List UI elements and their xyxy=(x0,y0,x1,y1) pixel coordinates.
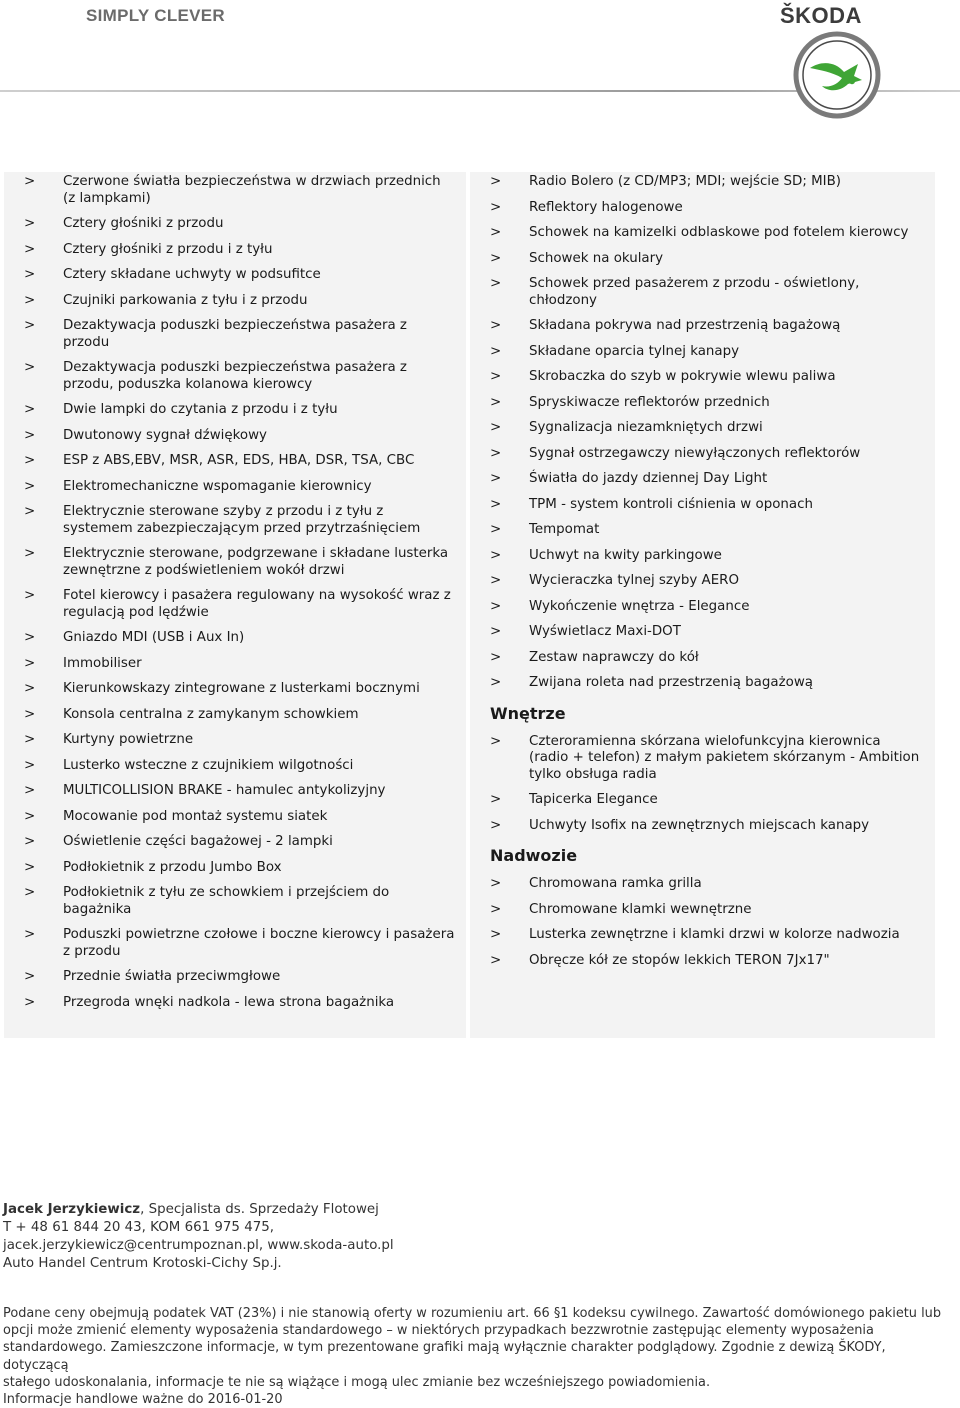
bullet-marker: > xyxy=(24,969,36,984)
list-item xyxy=(24,681,456,698)
contact-name-line xyxy=(3,1201,394,1219)
footer-line: opcji może zmienić elementy wyposażenia standardowego – w niektórych przypadkach bezzwrotnie zastępując elementy wyposażenia xyxy=(3,1323,874,1339)
list-item xyxy=(24,969,456,986)
list-item-text: Cztery głośniki z przodu xyxy=(63,216,224,231)
list-item xyxy=(24,809,456,826)
list-item xyxy=(490,624,921,641)
bullet-marker: > xyxy=(490,343,502,359)
list-item-text: Gniazdo MDI (USB i Aux In) xyxy=(63,630,245,645)
list-item xyxy=(24,216,456,233)
list-item-text: Wykończenie wnętrza - Elegance xyxy=(529,598,750,614)
list-item-text: Zestaw naprawczy do kół xyxy=(529,649,699,665)
list-item-text: Kurtyny powietrzne xyxy=(63,732,194,747)
list-item xyxy=(490,276,921,309)
footer-line: Podane ceny obejmują podatek VAT (23%) i nie stanowią oferty w rozumieniu art. 66 §1 kodeksu cywilnego. Zawartość domówionego pakietu lub xyxy=(3,1306,942,1321)
list-item xyxy=(24,453,456,470)
list-item-text: Tempomat xyxy=(529,522,600,537)
bullet-marker: > xyxy=(24,859,36,875)
section-title: Wnętrze xyxy=(490,703,566,723)
list-item xyxy=(490,344,921,361)
footer-validity: Informacje handlowe ważne do 2016-01-20 xyxy=(3,1392,283,1408)
list-item-text: Lusterka zewnętrzne i klamki drzwi w kolorze nadwozia xyxy=(529,927,900,942)
list-item-text: Przegroda wnęki nadkola - lewa strona bagażnika xyxy=(63,994,395,1010)
footer-line: stałego udoskonalania, informacje te nie są wiążące i mogą ulec zmianie bez wcześniejszego powiadomienia. xyxy=(3,1374,711,1390)
contact-name: Jacek Jerzykiewicz xyxy=(3,1202,141,1217)
list-item xyxy=(24,402,456,419)
list-item xyxy=(490,675,921,692)
list-item xyxy=(490,599,921,616)
list-item xyxy=(24,630,456,647)
list-item-text: Chromowane klamki wewnętrzne xyxy=(529,901,752,917)
list-item-text: Oświetlenie części bagażowej - 2 lampki xyxy=(63,834,333,849)
bullet-marker: > xyxy=(490,394,502,410)
bullet-marker: > xyxy=(490,733,502,749)
list-item xyxy=(490,876,921,893)
bullet-marker: > xyxy=(24,546,36,561)
list-item-text: Schowek na okulary xyxy=(529,250,664,266)
section-title: Nadwozie xyxy=(490,846,578,865)
list-item-text: Składana pokrywa nad przestrzenią bagażową xyxy=(529,318,841,333)
page-header xyxy=(0,0,960,92)
bullet-marker: > xyxy=(490,199,502,215)
list-item xyxy=(490,927,921,944)
bullet-marker: > xyxy=(490,174,502,189)
equipment-sections xyxy=(490,704,921,970)
list-item xyxy=(490,573,921,590)
list-item xyxy=(24,267,456,284)
list-item xyxy=(24,242,456,259)
list-item xyxy=(24,428,456,445)
list-item xyxy=(490,818,921,835)
list-item-text: Dezaktywacja poduszki bezpieczeństwa pasażera z przodu, poduszka kolanowa kierowcy xyxy=(63,360,407,392)
bullet-marker: > xyxy=(24,267,36,282)
list-item xyxy=(490,471,921,488)
list-item-text: Poduszki powietrzne czołowe i boczne kierowcy i pasażera z przodu xyxy=(63,927,455,959)
legal-footer xyxy=(3,1305,953,1408)
bullet-marker: > xyxy=(490,927,502,942)
list-item-text: Tapicerka Elegance xyxy=(529,792,658,807)
list-item xyxy=(490,395,921,412)
list-item xyxy=(490,420,921,437)
list-item xyxy=(490,200,921,217)
list-item xyxy=(490,174,921,191)
list-item-text: Dwie lampki do czytania z przodu i z tyłu xyxy=(63,402,338,417)
list-item-text: Skrobaczka do szyb w pokrywie wlewu paliwa xyxy=(529,369,836,384)
list-item-text: Uchwyt na kwity parkingowe xyxy=(529,547,722,563)
list-item-text: Czteroramienna skórzana wielofunkcyjna kierownica (radio + telefon) z małym pakietem skórzanym - Ambition tylko obsługa radia xyxy=(529,733,920,782)
bullet-marker: > xyxy=(490,952,502,968)
bullet-marker: > xyxy=(24,318,36,333)
footer-line: standardowego. Zamieszczone informacje, w tym prezentowane grafiki mają wyłącznie charakter podglądowy. Zgodnie z dewizą ŠKODY, dotyczącą xyxy=(3,1340,886,1373)
list-item-text: Mocowanie pod montaż systemu siatek xyxy=(63,808,328,824)
list-item xyxy=(490,318,921,335)
bullet-marker: > xyxy=(24,808,36,824)
list-item xyxy=(490,251,921,268)
bullet-marker: > xyxy=(490,675,502,690)
bullet-marker: > xyxy=(24,478,36,494)
list-item-text: TPM - system kontroli ciśnienia w oponach xyxy=(529,496,813,512)
bullet-marker: > xyxy=(490,522,502,537)
list-item-text: Uchwyty Isofix na zewnętrznych miejscach kanapy xyxy=(529,817,870,833)
list-item-text: Kierunkowskazy zintegrowane z lusterkami bocznymi xyxy=(63,681,420,696)
list-item-text: Elektrycznie sterowane szyby z przodu i z tyłu z systemem zabezpieczającym przed przytrzaśnięciem xyxy=(63,504,421,536)
list-item xyxy=(490,650,921,667)
bullet-marker: > xyxy=(24,427,36,443)
list-item xyxy=(24,732,456,749)
bullet-marker: > xyxy=(490,225,502,240)
list-item xyxy=(490,792,921,809)
section-list xyxy=(490,874,921,969)
bullet-marker: > xyxy=(24,885,36,900)
list-item xyxy=(24,318,456,351)
bullet-marker: > xyxy=(24,757,36,773)
list-item xyxy=(24,588,456,621)
list-item xyxy=(24,479,456,496)
slogan: SIMPLY CLEVER xyxy=(86,6,225,25)
list-item xyxy=(24,656,456,673)
bullet-marker: > xyxy=(490,318,502,333)
list-item xyxy=(24,860,456,877)
bullet-marker: > xyxy=(490,598,502,614)
list-item-text: Konsola centralna z zamykanym schowkiem xyxy=(63,706,359,722)
bullet-marker: > xyxy=(24,681,36,696)
list-item-text: Dwutonowy sygnał dźwiękowy xyxy=(63,427,267,443)
list-item xyxy=(24,504,456,537)
list-item-text: Schowek przed pasażerem z przodu - oświetlony, chłodzony xyxy=(529,276,860,308)
contact-email-web: jacek.jerzykiewicz@centrumpoznan.pl, www.skoda-auto.pl xyxy=(3,1238,394,1253)
section-list xyxy=(490,732,921,835)
list-item xyxy=(24,758,456,775)
list-item xyxy=(490,225,921,242)
bullet-marker: > xyxy=(24,732,36,747)
list-item-text: Reflektory halogenowe xyxy=(529,199,683,215)
bullet-marker: > xyxy=(24,216,36,231)
list-item-text: Światła do jazdy dziennej Day Light xyxy=(529,471,768,486)
list-item xyxy=(490,548,921,565)
list-item-text: Elektrycznie sterowane, podgrzewane i składane lusterka zewnętrzne z podświetleniem wokół drzwi xyxy=(63,546,449,578)
list-item-text: Zwijana roleta nad przestrzenią bagażową xyxy=(529,675,813,690)
bullet-marker: > xyxy=(24,927,36,942)
skoda-logo-icon xyxy=(792,30,882,120)
bullet-marker: > xyxy=(24,402,36,417)
equipment-list-left xyxy=(24,172,456,1011)
list-item-text: Czujniki parkowania z tyłu i z przodu xyxy=(63,292,308,308)
list-item xyxy=(24,995,456,1012)
bullet-marker: > xyxy=(24,174,36,189)
list-item-text: Przednie światła przeciwmgłowe xyxy=(63,969,281,984)
list-item xyxy=(490,953,921,970)
list-item-text: Podłokietnik z przodu Jumbo Box xyxy=(63,859,282,875)
bullet-marker: > xyxy=(490,420,502,435)
bullet-marker: > xyxy=(24,783,36,798)
list-item-text: Sygnalizacja niezamkniętych drzwi xyxy=(529,420,763,435)
bullet-marker: > xyxy=(490,792,502,807)
list-item-text: Cztery składane uchwyty w podsufitce xyxy=(63,267,321,282)
bullet-marker: > xyxy=(24,706,36,722)
list-item-text: Obręcze kół ze stopów lekkich TERON 7Jx17" xyxy=(529,952,830,968)
bullet-marker: > xyxy=(24,292,36,308)
list-item xyxy=(24,546,456,579)
list-item xyxy=(490,522,921,539)
bullet-marker: > xyxy=(490,649,502,665)
list-item-text: Czerwone światła bezpieczeństwa w drzwiach przednich (z lampkami) xyxy=(63,174,441,206)
list-item xyxy=(24,360,456,393)
list-item xyxy=(24,293,456,310)
list-item-text: ESP z ABS,EBV, MSR, ASR, EDS, HBA, DSR, TSA, CBC xyxy=(63,453,415,468)
list-item-text: Cztery głośniki z przodu i z tyłu xyxy=(63,241,273,257)
list-item-text: Schowek na kamizelki odblaskowe pod fotelem kierowcy xyxy=(529,225,909,240)
list-item-text: Immobiliser xyxy=(63,655,142,671)
contact-block xyxy=(3,1201,394,1273)
list-item-text: Dezaktywacja poduszki bezpieczeństwa pasażera z przodu xyxy=(63,318,407,350)
contact-company: Auto Handel Centrum Krotoski-Cichy Sp.j. xyxy=(3,1256,282,1271)
contact-role: , Specjalista ds. Sprzedaży Flotowej xyxy=(140,1202,379,1217)
bullet-marker: > xyxy=(24,630,36,645)
bullet-marker: > xyxy=(490,876,502,891)
bullet-marker: > xyxy=(490,369,502,384)
list-item xyxy=(24,174,456,207)
list-item-text: Wycieraczka tylnej szyby AERO xyxy=(529,573,740,588)
list-item xyxy=(24,834,456,851)
list-item-text: Spryskiwacze reflektorów przednich xyxy=(529,394,770,410)
bullet-marker: > xyxy=(490,496,502,512)
equipment-list-right xyxy=(490,172,921,692)
bullet-marker: > xyxy=(490,901,502,917)
left-column xyxy=(4,172,466,1038)
bullet-marker: > xyxy=(24,655,36,671)
list-item-text: Lusterko wsteczne z czujnikiem wilgotności xyxy=(63,757,354,773)
list-item xyxy=(490,902,921,919)
bullet-marker: > xyxy=(490,547,502,563)
bullet-marker: > xyxy=(490,250,502,266)
bullet-marker: > xyxy=(490,817,502,833)
list-item-text: Fotel kierowcy i pasażera regulowany na wysokość wraz z regulacją pod lędźwie xyxy=(63,588,451,620)
list-item-text: Elektromechaniczne wspomaganie kierownicy xyxy=(63,478,372,494)
bullet-marker: > xyxy=(24,453,36,468)
bullet-marker: > xyxy=(490,624,502,639)
list-item xyxy=(490,446,921,463)
bullet-marker: > xyxy=(24,504,36,519)
contact-phone: T + 48 61 844 20 43, KOM 661 975 475, xyxy=(3,1220,275,1235)
bullet-marker: > xyxy=(24,360,36,375)
bullet-marker: > xyxy=(24,994,36,1010)
bullet-marker: > xyxy=(24,588,36,603)
list-item xyxy=(490,369,921,386)
list-item-text: Składane oparcia tylnej kanapy xyxy=(529,343,740,359)
bullet-marker: > xyxy=(24,834,36,849)
list-item xyxy=(24,783,456,800)
list-item-text: Sygnał ostrzegawczy niewyłączonych reflektorów xyxy=(529,445,861,461)
brand-name: ŠKODA xyxy=(780,3,862,28)
list-item-text: Chromowana ramka grilla xyxy=(529,876,702,891)
list-item xyxy=(24,707,456,724)
list-item xyxy=(490,497,921,514)
list-item-text: Wyświetlacz Maxi-DOT xyxy=(529,624,681,639)
bullet-marker: > xyxy=(490,276,502,291)
bullet-marker: > xyxy=(490,471,502,486)
list-item xyxy=(490,734,921,784)
right-column xyxy=(470,172,935,1038)
list-item xyxy=(24,927,456,960)
list-item-text: Radio Bolero (z CD/MP3; MDI; wejście SD; MIB) xyxy=(529,174,842,189)
list-item xyxy=(24,885,456,918)
bullet-marker: > xyxy=(24,241,36,257)
list-item-text: MULTICOLLISION BRAKE - hamulec antykolizyjny xyxy=(63,783,386,798)
bullet-marker: > xyxy=(490,445,502,461)
bullet-marker: > xyxy=(490,573,502,588)
list-item-text: Podłokietnik z tyłu ze schowkiem i przejściem do bagażnika xyxy=(63,885,390,917)
